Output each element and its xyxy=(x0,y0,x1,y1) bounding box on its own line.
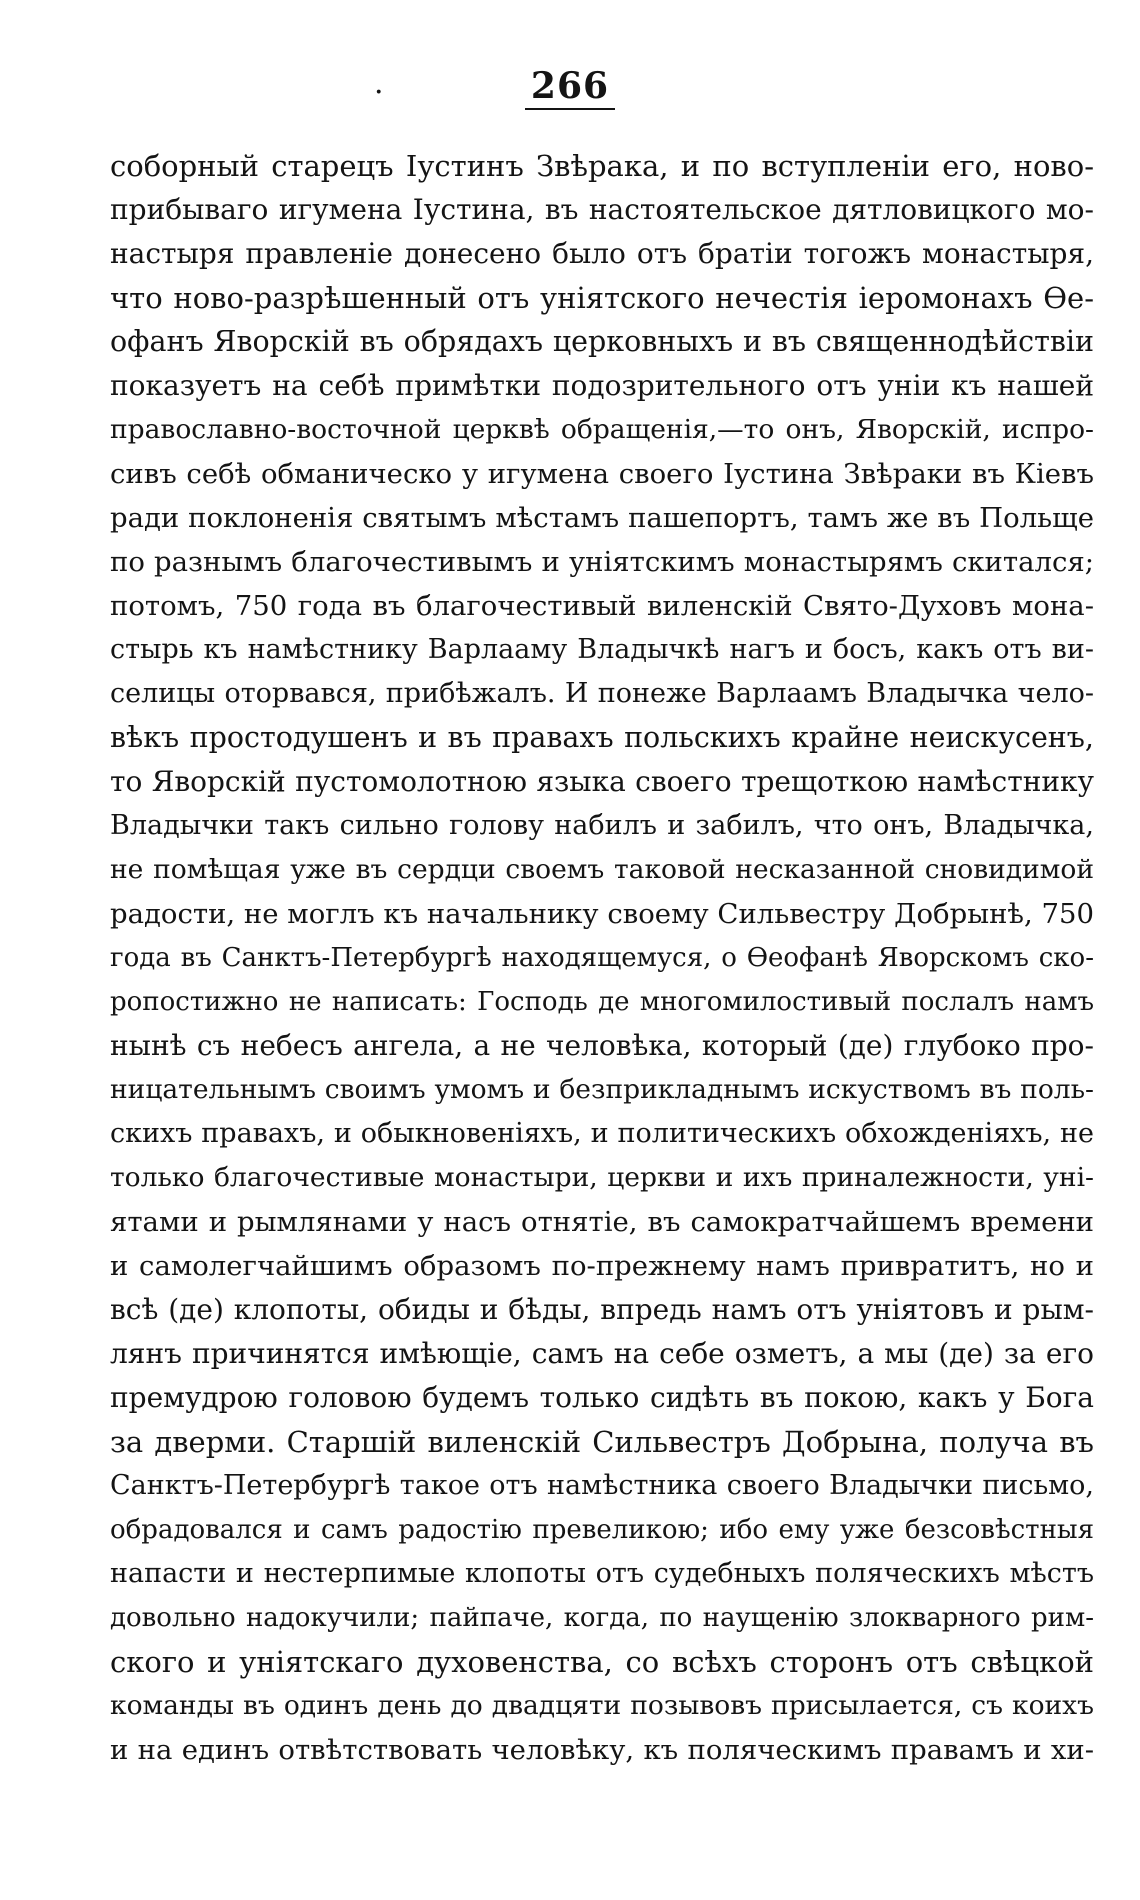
page-number-text: 266 xyxy=(525,68,615,110)
text-line-36: команды въ одинъ день до двадцяти позывовъ присылается, съ коихъ xyxy=(110,1690,1094,1721)
text-line-3: настыря правленіе донесено было отъ братіи тогожъ монастыря, xyxy=(110,237,1094,270)
text-line-19: года въ Санктъ-Петербургѣ находящемуся, о Ѳеофанѣ Яворскомъ ско- xyxy=(110,943,1094,973)
text-line-34: довольно надокучили; пайпаче, когда, по наущенію злокварного рим- xyxy=(110,1603,1094,1633)
text-line-30: за дверми. Старшій виленскій Сильвестръ Добрына, получа въ xyxy=(110,1425,1094,1459)
text-line-32: обрадовался и самъ радостію превеликою; ибо ему уже безсовѣстныя xyxy=(110,1515,1094,1545)
text-line-25: ятами и рымлянами у насъ отнятіе, въ самократчайшемъ времени xyxy=(110,1206,1094,1238)
text-line-2: прибываго игумена Іустина, въ настоятельское дятловицкого мо- xyxy=(110,193,1094,226)
text-line-1: соборный старецъ Іустинъ Звѣрака, и по вступленіи его, ново- xyxy=(110,149,1094,183)
text-line-31: Санктъ-Петербургѣ такое отъ намѣстника своего Владычки письмо, xyxy=(110,1470,1094,1501)
text-line-27: всѣ (де) клопоты, обиды и бѣды, впредь намъ отъ уніятовъ и рым- xyxy=(110,1293,1094,1326)
text-line-24: только благочестивые монастыри, церкви и ихъ приналежности, уні- xyxy=(110,1162,1094,1193)
text-line-37: и на единъ отвѣтствовать человѣку, къ поляческимъ правамъ и хи- xyxy=(110,1734,1094,1766)
text-line-28: лянъ причинятся имѣющіе, самъ на себе озметъ, а мы (де) за его xyxy=(110,1337,1094,1370)
text-line-23: скихъ правахъ, и обыкновеніяхъ, и политическихъ обхожденіяхъ, не xyxy=(110,1118,1094,1149)
page-number xyxy=(0,65,1140,110)
text-line-9: ради поклоненія святымъ мѣстамъ пашепортъ, тамъ же въ Польще xyxy=(110,502,1094,534)
text-line-12: стырь къ намѣстнику Варлааму Владычкѣ нагъ и босъ, какъ отъ ви- xyxy=(110,634,1094,665)
text-line-4: что ново-разрѣшенный отъ уніятского нечестія іеромонахъ Ѳе- xyxy=(110,281,1094,315)
text-line-7: православно-восточной церквѣ обращенія,—то онъ, Яворскій, испро- xyxy=(110,414,1094,445)
text-line-18: радости, не моглъ къ начальнику своему Сильвестру Добрынѣ, 750 xyxy=(110,898,1094,930)
text-line-15: то Яворскій пустомолотною языка своего трещоткою намѣстнику xyxy=(110,765,1094,798)
text-line-20: ропостижно не написать: Господь де многомилостивый послалъ намъ xyxy=(110,987,1094,1017)
print-speck: · xyxy=(374,75,384,110)
text-line-5: офанъ Яворскій въ обрядахъ церковныхъ и въ священнодѣйствіи xyxy=(110,325,1094,358)
text-line-16: Владычки такъ сильно голову набилъ и забилъ, что онъ, Владычка, xyxy=(110,810,1094,841)
text-line-33: напасти и нестерпимые клопоты отъ судебныхъ поляческихъ мѣстъ xyxy=(110,1558,1094,1589)
text-line-21: нынѣ съ небесъ ангела, а не человѣка, который (де) глубоко про- xyxy=(110,1029,1094,1062)
text-line-13: селицы оторвався, прибѣжалъ. И понеже Варлаамъ Владычка чело- xyxy=(110,678,1094,709)
text-line-10: по разнымъ благочестивымъ и уніятскимъ монастырямъ скитался; xyxy=(110,546,1094,578)
text-line-14: вѣкъ простодушенъ и въ правахъ польскихъ крайне неискусенъ, xyxy=(110,721,1094,754)
text-line-29: премудрою головою будемъ только сидѣть въ покою, какъ у Бога xyxy=(110,1381,1094,1414)
text-line-11: потомъ, 750 года въ благочестивый виленскій Свято-Духовъ мона- xyxy=(110,590,1094,622)
text-line-35: ского и уніятскаго духовенства, со всѣхъ сторонъ отъ свѣцкой xyxy=(110,1645,1094,1679)
body-text xyxy=(110,144,1094,1772)
text-line-6: показуетъ на себѣ примѣтки подозрительного отъ уніи къ нашей xyxy=(110,369,1094,402)
text-line-26: и самолегчайшимъ образомъ по-прежнему намъ привратитъ, но и xyxy=(110,1250,1094,1282)
text-line-8: сивъ себѣ обманическо у игумена своего Іустина Звѣраки въ Кіевъ xyxy=(110,458,1094,490)
text-line-17: не помѣщая уже въ сердци своемъ таковой несказанной сновидимой xyxy=(110,854,1094,885)
text-line-22: ницательнымъ своимъ умомъ и безприкладнымъ искуствомъ въ поль- xyxy=(110,1074,1094,1105)
